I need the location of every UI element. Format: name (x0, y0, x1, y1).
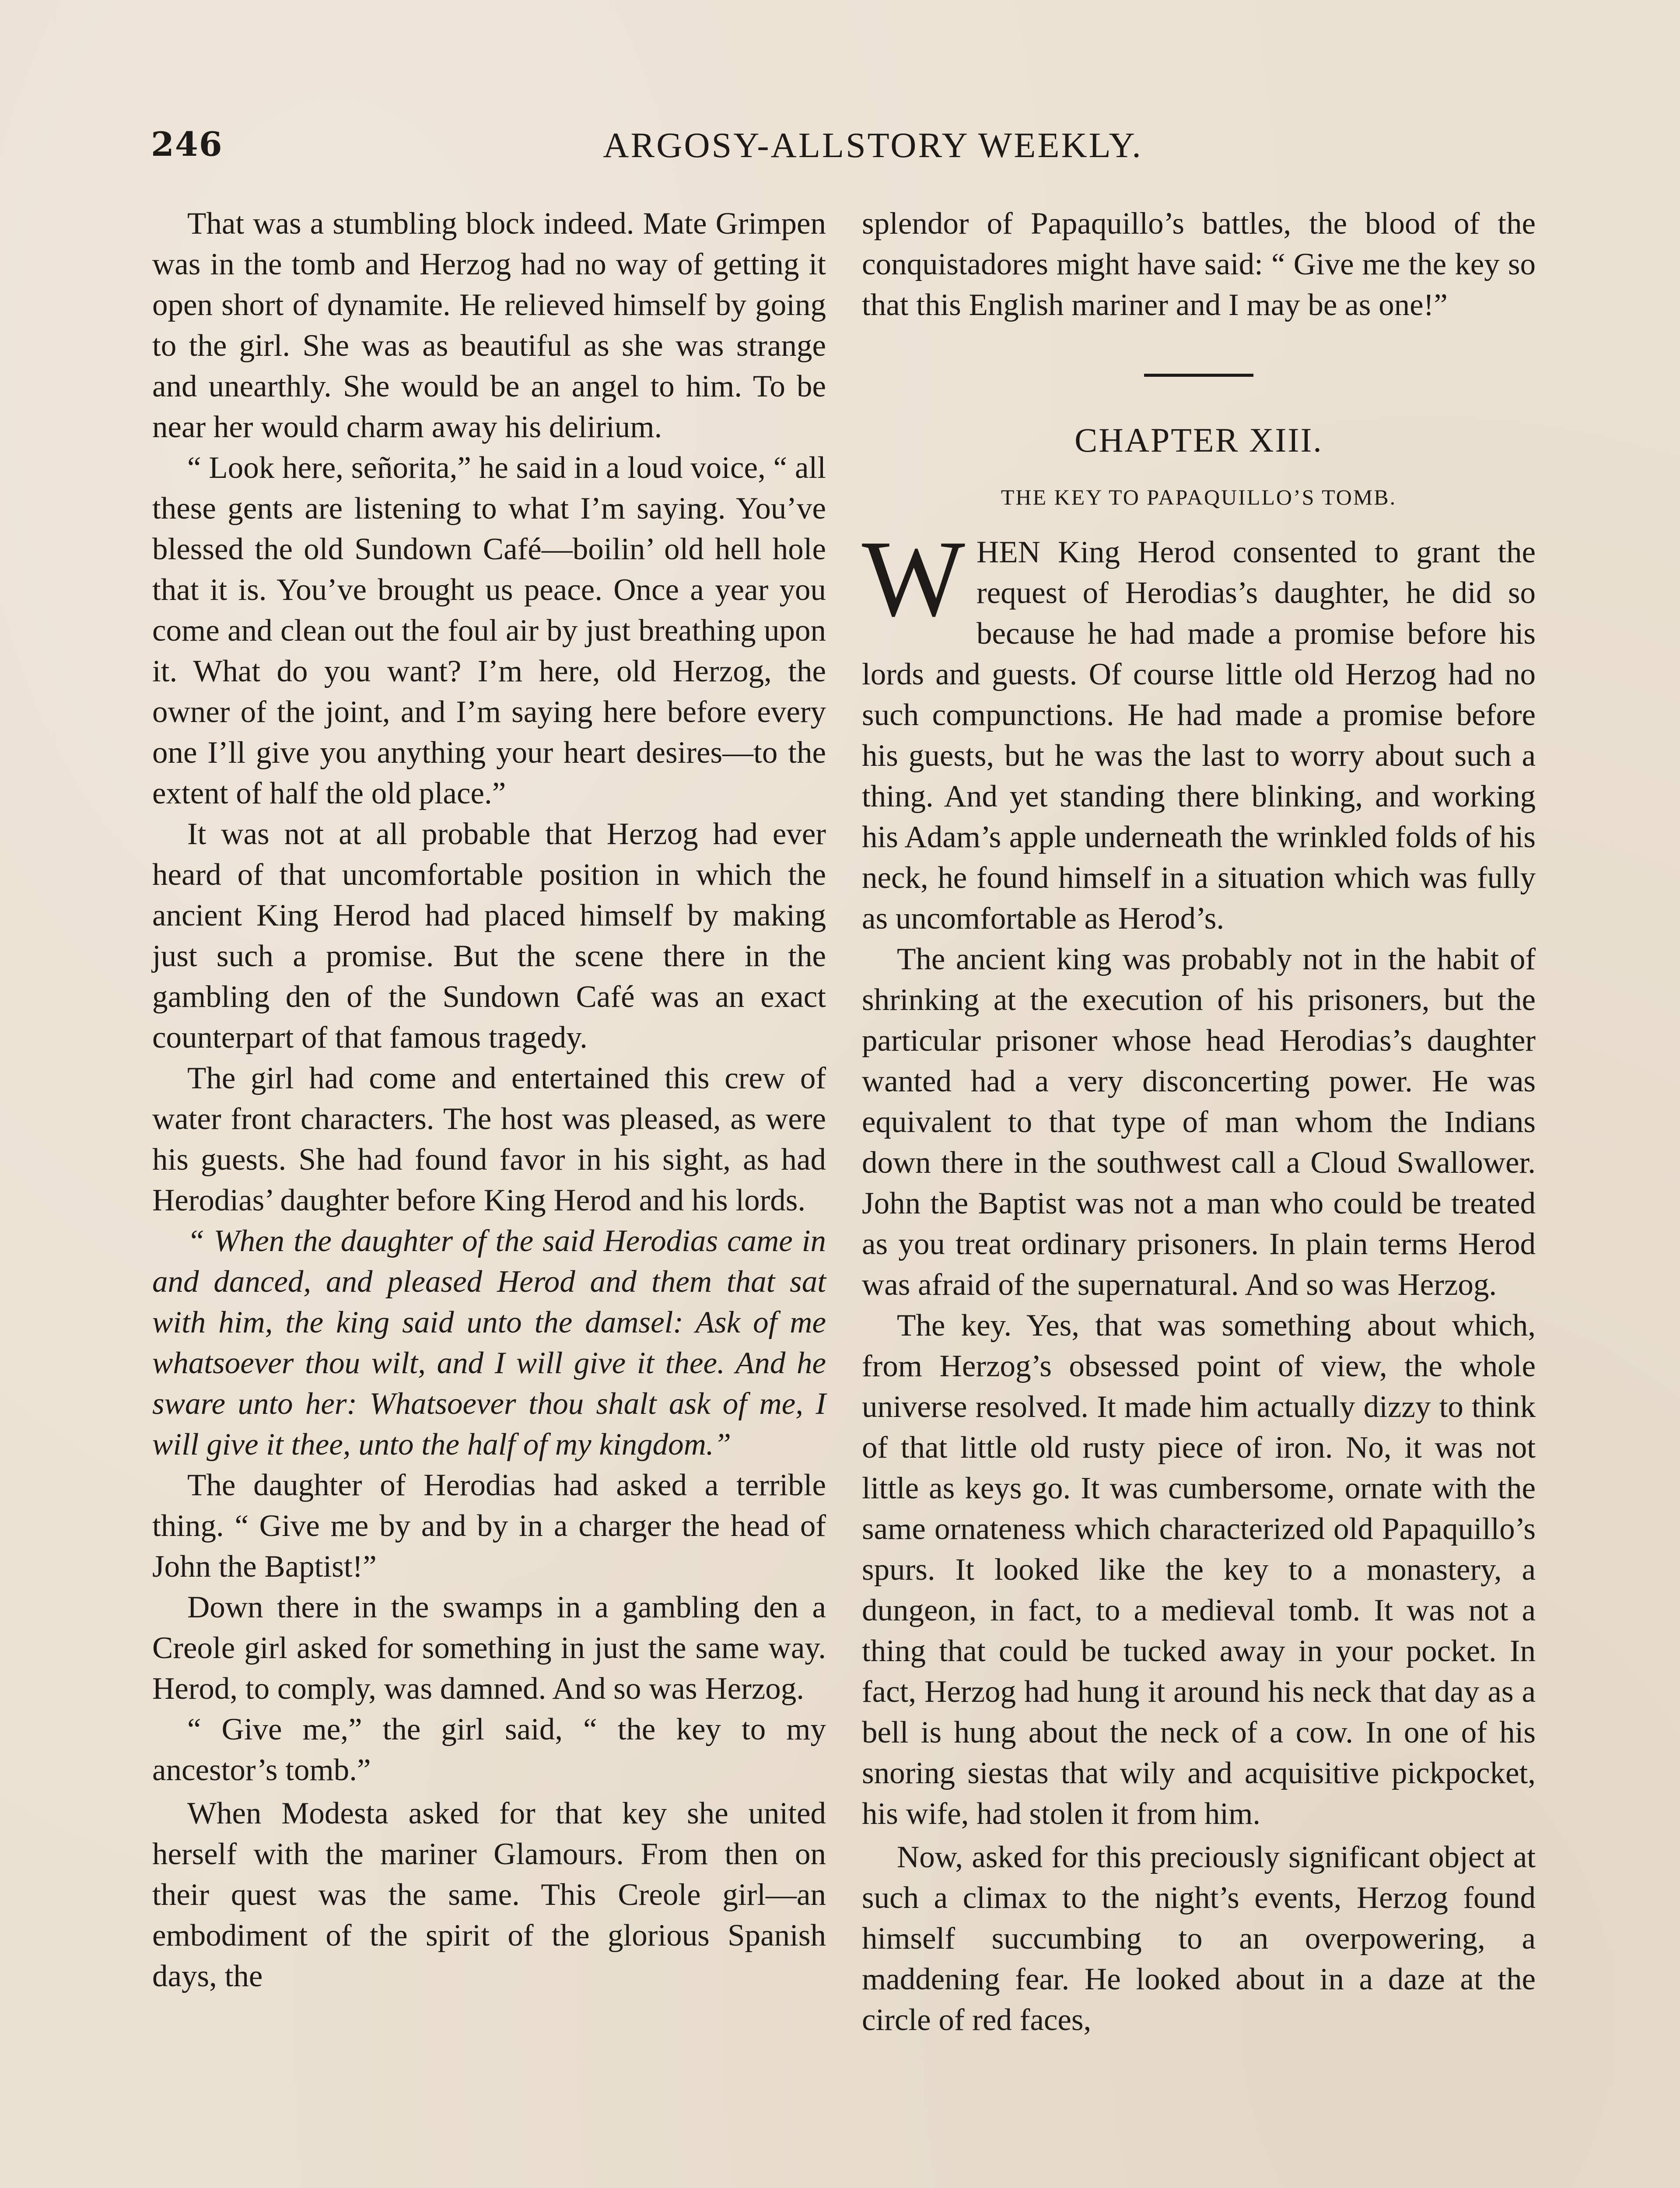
drop-cap: W (862, 518, 965, 639)
right-column (862, 203, 1536, 2041)
chapter-opening-text: HEN King Herod consented to grant the request of Herodias’s daughter, he did so because he had made a promise before his lords and guests. Of course little old Herzog had no such compunctions. He had made a promise before his guests, but he was the last to worry about such a thing. And yet standing there blinking, and working his Adam’s apple underneath the wrinkled folds of his neck, he found himself in a situation which was fully as uncomfortable as Herod’s. (862, 535, 1536, 936)
page-number: 246 (151, 125, 223, 164)
paragraph-continued: splendor of Papaquillo’s battles, the blood of the conquistadores might have said: “ Give me the key so that this English mariner and I may be as one!” (862, 207, 1536, 322)
paragraph: “ Look here, señorita,” he said in a loud voice, “ all these gents are listening to what I’m saying. You’ve blessed the old Sundown Café—boilin’ old hell hole that it is. You’ve brought us peace. Once a year you come and clean out the foul air by just breathing upon it. What do you want? I’m here, old Herzog, the owner of the joint, and I’m saying here before every one I’ll give you anything your heart desires—to the extent of half the old place.” (152, 451, 826, 810)
scripture-quote: “ When the daughter of the said Herodias came in and danced, and pleased Herod and them that sat with him, the king said unto the damsel: Ask of me whatsoever thou wilt, and I will give it thee. And he sware unto her: Whatsoever thou shalt ask of me, I will give it thee, unto the half of my kingdom.” (152, 1224, 826, 1462)
paragraph: When Modesta asked for that key she united herself with the mariner Glamours. From then on their quest was the same. This Creole girl—an embodiment of the spirit of the glorious Spanish days, the (152, 1796, 826, 1993)
chapter-subtitle: THE KEY TO PAPAQUILLO’S TOMB. (1001, 485, 1397, 509)
magazine-title: ARGOSY-ALLSTORY WEEKLY. (603, 125, 1143, 165)
paragraph: The ancient king was probably not in the habit of shrinking at the execution of his prisoners, but the particular prisoner whose head Herodias’s daughter wanted had a very disconcerting power. He was equivalent to that type of man whom the Indians down there in the southwest call a Cloud Swallower. John the Baptist was not a man who could be treated as you treat ordinary prisoners. In plain terms Herod was afraid of the supernatural. And so was Herzog. (862, 942, 1536, 1302)
paragraph: “ Give me,” the girl said, “ the key to my ancestor’s tomb.” (152, 1712, 826, 1787)
paragraph: The girl had come and entertained this crew of water front characters. The host was pleased, as were his guests. She had found favor in his sight, as had Herodias’ daughter before King Herod and his lords. (152, 1061, 826, 1217)
paragraph: Down there in the swamps in a gambling den a Creole girl asked for something in just the same way. Herod, to comply, was damned. And so was Herzog. (152, 1590, 826, 1706)
paragraph: It was not at all probable that Herzog had ever heard of that uncomfortable position in which the ancient King Herod had placed himself by making just such a promise. But the scene there in the gambling den of the Sundown Café was an exact counterpart of that famous tragedy. (152, 817, 826, 1055)
left-column (152, 203, 826, 1997)
section-divider (1144, 374, 1253, 377)
paragraph: That was a stumbling block indeed. Mate Grimpen was in the tomb and Herzog had no way of getting it open short of dynamite. He relieved himself by going to the girl. She was as beautiful as she was strange and unearthly. She would be an angel to him. To be near her would charm away his delirium. (152, 207, 826, 444)
paragraph: The key. Yes, that was something about which, from Herzog’s obsessed point of view, the whole universe resolved. It made him actually dizzy to think of that little old rusty piece of iron. No, it was not little as keys go. It was cumbersome, ornate with the same ornateness which characterized old Papaquillo’s spurs. It looked like the key to a monastery, a dungeon, in fact, to a medieval tomb. It was not a thing that could be tucked away in your pocket. In fact, Herzog had hung it around his neck that day as a bell is hung about the neck of a cow. In one of his snoring siestas that wily and acquisitive pickpocket, his wife, had stolen it from him. (862, 1308, 1536, 1831)
chapter-opening-paragraph (862, 518, 1536, 939)
paragraph: The daughter of Herodias had asked a terrible thing. “ Give me by and by in a charger the head of John the Baptist!” (152, 1468, 826, 1584)
paragraph: Now, asked for this preciously significant object at such a climax to the night’s events, Herzog found himself succumbing to an overpowering, a maddening fear. He looked about in a daze at the circle of red faces, (862, 1840, 1536, 2037)
running-head (151, 125, 1542, 177)
chapter-title: CHAPTER XIII. (1074, 421, 1323, 459)
